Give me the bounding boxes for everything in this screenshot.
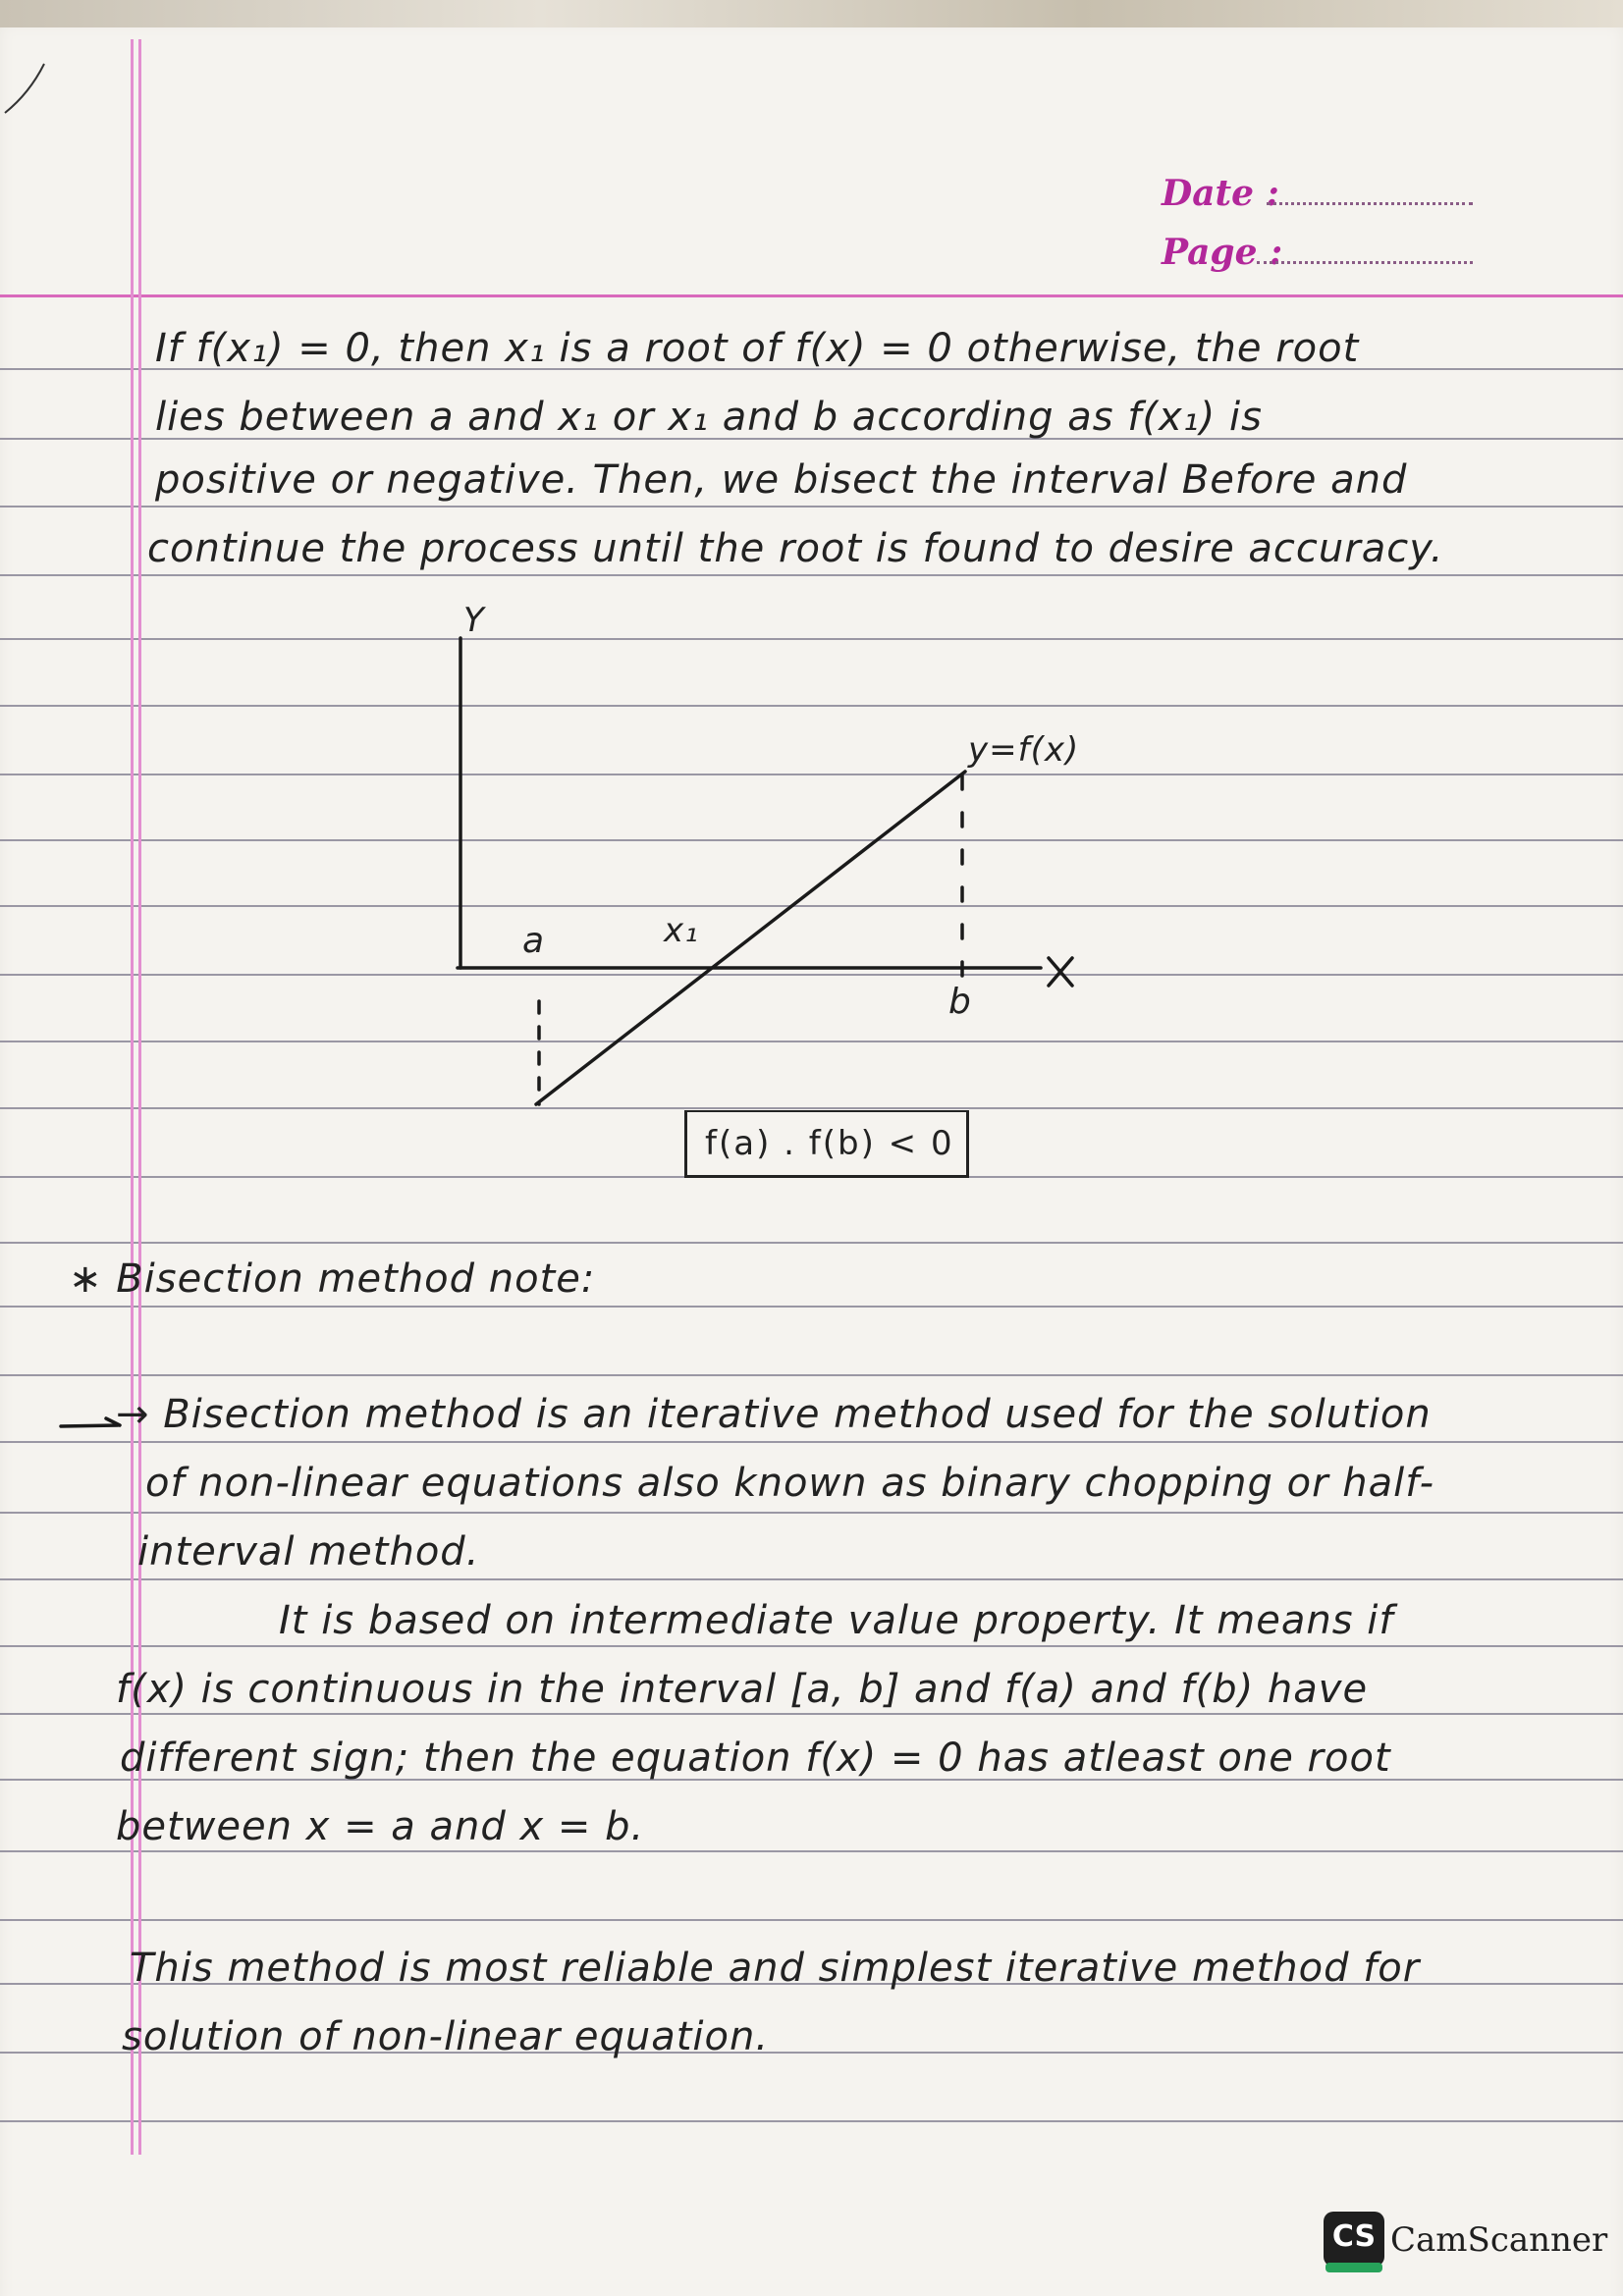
note-para3-line2: solution of non-linear equation. — [122, 2014, 770, 2059]
camscanner-text: CamScanner — [1390, 2220, 1608, 2260]
text-line-2: lies between a and x₁ or x₁ and b according as f(x₁) is — [155, 395, 1263, 440]
note-para1-line1: → Bisection method is an iterative method used for the solution — [116, 1392, 1432, 1437]
arrow-shaft — [61, 1425, 118, 1426]
label-x1: x₁ — [664, 911, 699, 950]
page-label: Page : — [1162, 232, 1283, 273]
label-b: b — [948, 982, 972, 1022]
note-heading: ∗ Bisection method note: — [69, 1256, 596, 1302]
text-line-1: If f(x₁) = 0, then x₁ is a root of f(x) = 0 otherwise, the root — [155, 326, 1360, 371]
formula-text: f(a) . f(b) < 0 — [705, 1124, 954, 1163]
camscanner-logo: CS — [1324, 2212, 1384, 2267]
label-a: a — [522, 921, 546, 961]
note-para1-line2: of non-linear equations also known as binary chopping or half- — [145, 1461, 1435, 1506]
curve-line — [536, 772, 965, 1104]
note-para2-line1: It is based on intermediate value property. It means if — [279, 1598, 1394, 1643]
curve-label: y=f(x) — [968, 730, 1080, 770]
y-axis-label: Y — [463, 601, 485, 640]
x-axis-label — [1043, 942, 1064, 977]
text-line-4: continue the process until the root is found to desire accuracy. — [147, 526, 1444, 571]
text-line-3: positive or negative. Then, we bisect the interval Before and — [155, 457, 1408, 503]
note-para2-line4: between x = a and x = b. — [116, 1804, 645, 1849]
note-para1-line3: interval method. — [137, 1529, 480, 1575]
note-para2-line2: f(x) is continuous in the interval [a, b] and f(a) and f(b) have — [116, 1667, 1369, 1712]
note-para2-line3: different sign; then the equation f(x) = 0 has atleast one root — [120, 1735, 1391, 1781]
note-para3-line1: This method is most reliable and simplest iterative method for — [130, 1946, 1421, 1991]
camscanner-logo-bar — [1325, 2263, 1382, 2272]
date-label: Date : — [1162, 173, 1279, 214]
